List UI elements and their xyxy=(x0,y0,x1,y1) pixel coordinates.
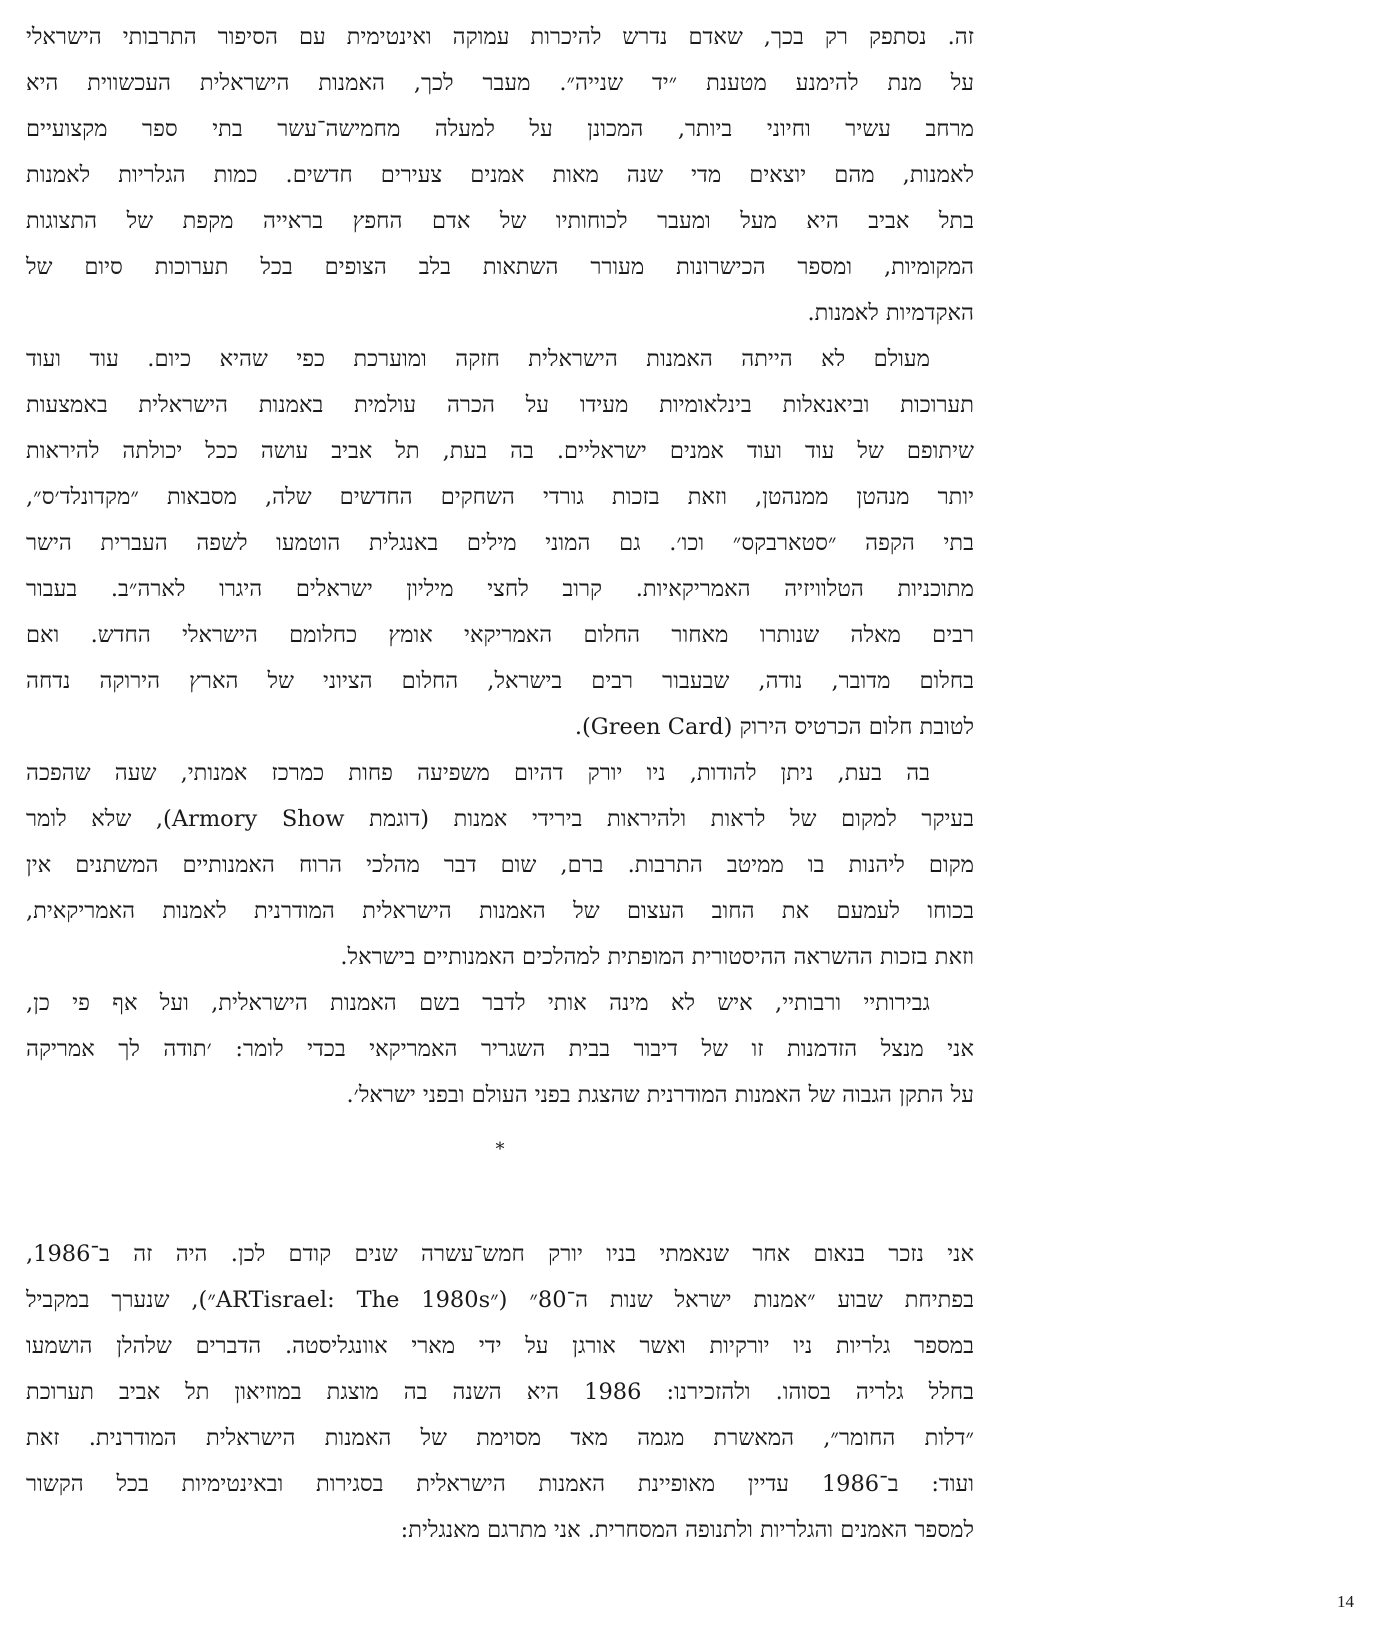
text-line: ״דלות החומר״, המאשרת מגמה מאד מסוימת של האמנות הישראלית המודרנית. זאת xyxy=(26,1425,974,1451)
text-line: זה. נסתפק רק בכך, שאדם נדרש להיכרות עמוקה ואינטימית עם הסיפור התרבותי הישראלי xyxy=(26,24,974,50)
text-line: תערוכות וביאנאלות בינלאומיות מעידו על הכרה עולמית באמנות הישראלית באמצעות xyxy=(26,392,974,418)
text-line: גבירותיי ורבותיי, איש לא מינה אותי לדבר בשם האמנות הישראלית, ועל אף פי כן, xyxy=(26,990,930,1016)
paragraph xyxy=(26,1231,974,1553)
text-line: לאמנות, מהם יוצאים מדי שנה מאות אמנים צעירים חדשים. כמות הגלריות לאמנות xyxy=(26,162,974,188)
main-text-top xyxy=(26,14,974,1118)
paragraph xyxy=(26,14,974,336)
text-line: מקום ליהנות בו ממיטב התרבות. ברם, שום דבר מהלכי הרוח האמנותיים המשתנים אין xyxy=(26,852,974,878)
text-line: על מנת להימנע מטענת ״יד שנייה״. מעבר לכך, האמנות הישראלית העכשווית היא xyxy=(26,70,974,96)
text-line: שיתופם של עוד ועוד אמנים ישראליים. בה בעת, תל אביב עושה ככל יכולתה להיראות xyxy=(26,438,974,464)
paragraph xyxy=(26,980,974,1118)
text-line: וזאת בזכות ההשראה ההיסטורית המופתית למהלכים האמנותיים בישראל. xyxy=(340,944,974,970)
text-line: בחלום מדובר, נודה, שבעבור רבים בישראל, החלום הציוני של הארץ הירוקה נדחה xyxy=(26,668,974,694)
text-line: המקומיות, ומספר הכישרונות מעורר השתאות בלב הצופים בכל תערוכות סיום של xyxy=(26,254,974,280)
text-line: מעולם לא הייתה האמנות הישראלית חזקה ומוערכת כפי שהיא כיום. עוד ועוד xyxy=(26,346,930,372)
text-line: מתוכניות הטלוויזיה האמריקאיות. קרוב לחצי מיליון ישראלים היגרו לארה״ב. בעבור xyxy=(26,576,974,602)
text-line: למספר האמנים והגלריות ולתנופה המסחרית. אני מתרגם מאנגלית: xyxy=(400,1517,974,1543)
text-line: בתל אביב היא מעל ומעבר לכוחותיו של אדם החפץ בראייה מקפת של התצוגות xyxy=(26,208,974,234)
text-line: בחלל גלריה בסוהו. ולהזכירנו: 1986 היא השנה בה מוצגת במוזיאון תל אביב תערוכת xyxy=(26,1379,974,1405)
text-line: האקדמיות לאמנות. xyxy=(807,300,974,326)
text-line: אני מנצל הזדמנות זו של דיבור בבית השגריר האמריקאי בכדי לומר: ׳תודה לך אמריקה xyxy=(26,1036,974,1062)
paragraph xyxy=(26,750,974,980)
text-line: בה בעת, ניתן להודות, ניו יורק דהיום משפיעה פחות כמרכז אמנותי, שעה שהפכה xyxy=(26,760,930,786)
text-line: לטובת חלום הכרטיס הירוק (Green Card). xyxy=(574,714,974,740)
text-line: בפתיחת שבוע ״אמנות ישראל שנות ה־80״ (״ARTisrael: The 1980s״), שנערך במקביל xyxy=(26,1287,974,1313)
text-line: מרחב עשיר וחיוני ביותר, המכונן על למעלה מחמישה־עשר בתי ספר מקצועיים xyxy=(26,116,974,142)
text-line: במספר גלריות ניו יורקיות ואשר אורגן על ידי מארי אוונגליסטה. הדברים שלהלן הושמעו xyxy=(26,1333,974,1359)
text-line: אני נזכר בנאום אחר שנאמתי בניו יורק חמש־עשרה שנים קודם לכן. היה זה ב־1986, xyxy=(26,1241,974,1267)
text-line: יותר מנהטן ממנהטן, וזאת בזכות גורדי השחקים החדשים שלה, מסבאות ״מקדונלד׳ס״, xyxy=(26,484,974,510)
text-line: ועוד: ב־1986 עדיין מאופיינת האמנות הישראלית בסגירות ובאינטימיות בכל הקשור xyxy=(26,1471,974,1497)
section-separator: * xyxy=(495,1139,505,1160)
text-line: בעיקר למקום של לראות ולהיראות בירידי אמנות (דוגמת Armory Show), שלא לומר xyxy=(26,806,974,832)
text-line: על התקן הגבוה של האמנות המודרנית שהצגת בפני העולם ובפני ישראל׳. xyxy=(346,1082,974,1108)
paragraph xyxy=(26,336,974,750)
text-line: רבים מאלה שנותרו מאחור החלום האמריקאי אומץ כחלומם הישראלי החדש. ואם xyxy=(26,622,974,648)
page-number: 14 xyxy=(1337,1592,1354,1611)
text-line: בתי הקפה ״סטארבקס״ וכו׳. גם המוני מילים באנגלית הוטמעו לשפה העברית הישר xyxy=(26,530,974,556)
text-line: בכוחו לעמעם את החוב העצום של האמנות הישראלית המודרנית לאמנות האמריקאית, xyxy=(26,898,974,924)
main-text-bottom xyxy=(26,1231,974,1553)
